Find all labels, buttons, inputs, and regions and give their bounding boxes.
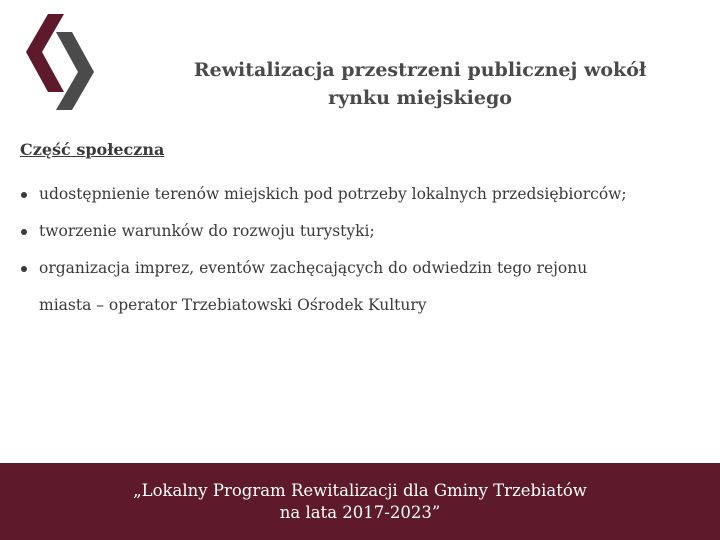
bullet-icon — [21, 266, 27, 272]
logo-gray-chevron — [56, 32, 94, 110]
list-item-text: udostępnienie terenów miejskich pod potrzeby lokalnych przedsiębiorców; — [39, 185, 627, 203]
footer-banner — [0, 463, 720, 540]
list-item-continuation-text: miasta – operator Trzebiatowski Ośrodek Kultury — [39, 296, 427, 314]
list-item — [20, 250, 700, 287]
page-title — [160, 56, 680, 112]
section-heading: Część społeczna — [20, 140, 165, 159]
list-item-continuation — [20, 287, 700, 324]
chevron-logo-icon — [26, 14, 94, 110]
list-item — [20, 176, 700, 213]
footer-line-2: na lata 2017-2023” — [279, 503, 441, 522]
logo-red-chevron — [26, 14, 64, 92]
list-item-text: tworzenie warunków do rozwoju turystyki; — [39, 222, 375, 240]
list-item-text: organizacja imprez, eventów zachęcających do odwiedzin tego rejonu — [39, 259, 588, 277]
bullet-icon — [21, 192, 27, 198]
list-item — [20, 213, 700, 250]
footer-line-1: „Lokalny Program Rewitalizacji dla Gminy Trzebiatów — [133, 481, 587, 500]
bullet-icon — [21, 229, 27, 235]
title-line-2: rynku miejskiego — [328, 87, 512, 109]
title-line-1: Rewitalizacja przestrzeni publicznej wokół — [193, 59, 647, 81]
bullet-list — [20, 176, 700, 324]
